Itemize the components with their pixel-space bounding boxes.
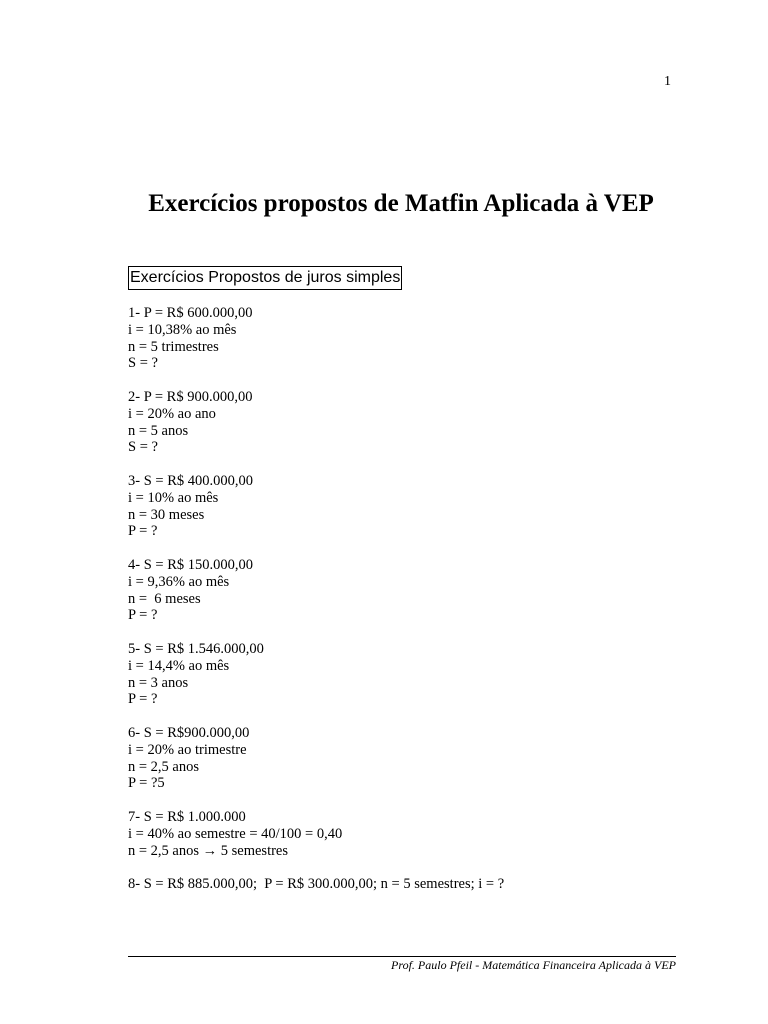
exercise-line: n = 6 meses	[128, 590, 201, 607]
exercise-line: i = 9,36% ao mês	[128, 573, 230, 590]
exercise-line: i = 14,4% ao mês	[128, 657, 230, 674]
exercise-line: n = 5 trimestres	[128, 338, 219, 355]
exercise-line: i = 40% ao semestre = 40/100 = 0,40	[128, 825, 343, 842]
exercise-line: 3- S = R$ 400.000,00	[128, 472, 253, 489]
exercise-line: 1- P = R$ 600.000,00	[128, 305, 253, 321]
exercise-line: P = ?	[128, 691, 158, 708]
exercise-line: n = 2,5 anos → 5 semestres	[128, 842, 289, 859]
exercise-line: 2- P = R$ 900.000,00	[128, 388, 253, 405]
exercise-line: 4- S = R$ 150.000,00	[128, 556, 253, 573]
exercise-line: 5- S = R$ 1.546.000,00	[128, 640, 264, 657]
exercise-5	[128, 641, 504, 708]
exercise-6	[128, 725, 504, 792]
exercise-line: P = ?	[128, 523, 158, 540]
exercise-line: i = 10,38% ao mês	[128, 321, 237, 338]
exercise-4	[128, 557, 504, 624]
exercise-line: 8- S = R$ 885.000,00; P = R$ 300.000,00; n = 5 semestres; i = ?	[128, 876, 505, 893]
exercise-line: 7- S = R$ 1.000.000	[128, 808, 246, 825]
exercise-2	[128, 389, 504, 456]
exercise-line: i = 20% ao ano	[128, 405, 216, 422]
footer-text: Prof. Paulo Pfeil - Matemática Financeira Aplicada à VEP	[391, 958, 676, 972]
exercise-1	[128, 305, 504, 372]
exercise-line: P = ?5	[128, 775, 165, 792]
exercise-list	[128, 305, 504, 910]
exercise-8	[128, 876, 504, 893]
section-heading: Exercícios Propostos de juros simples	[128, 266, 402, 290]
exercise-line: i = 10% ao mês	[128, 489, 219, 506]
exercise-line: n = 30 meses	[128, 506, 205, 523]
exercise-line: n = 5 anos	[128, 422, 189, 439]
exercise-line: n = 2,5 anos	[128, 758, 200, 775]
exercise-line: i = 20% ao trimestre	[128, 741, 247, 758]
exercise-3	[128, 473, 504, 540]
exercise-line: n = 3 anos	[128, 674, 189, 691]
exercise-line: S = ?	[128, 439, 158, 456]
document-title: Exercícios propostos de Matfin Aplicada à VEP	[148, 190, 654, 217]
exercise-line: P = ?	[128, 607, 158, 624]
page-number: 1	[664, 74, 671, 89]
exercise-7	[128, 809, 504, 859]
exercise-line: 6- S = R$900.000,00	[128, 724, 250, 741]
exercise-line: S = ?	[128, 355, 158, 372]
footer-rule	[128, 956, 676, 957]
